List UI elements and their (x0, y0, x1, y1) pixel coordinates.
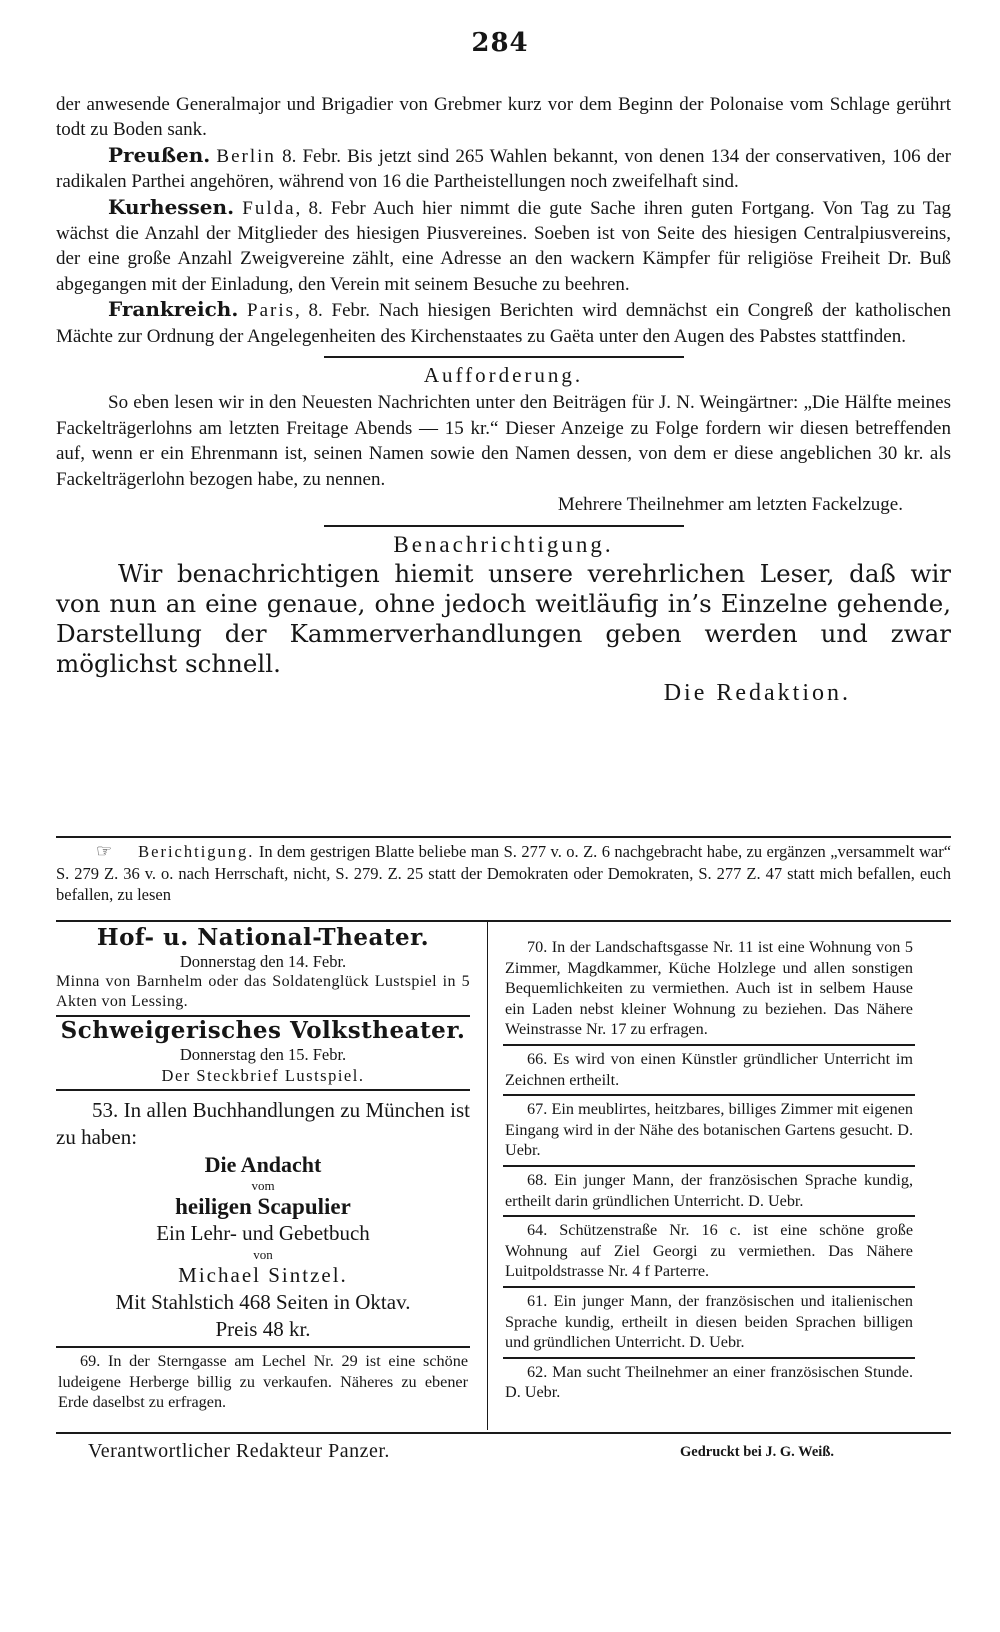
news-date: , 8. Febr. (295, 300, 371, 322)
ad-number: 67. (527, 1100, 548, 1119)
errata-block (56, 841, 951, 906)
book-intro-text: In allen Buchhandlungen zu München ist zu haben: (56, 1098, 470, 1149)
ad-number: 64. (527, 1221, 548, 1240)
ad-text: Es wird von einen Künstler gründlicher Unterricht im Zeichnen ertheilt. (505, 1049, 913, 1089)
news-item-prussia (56, 143, 951, 195)
call-title: Aufforderung. (423, 363, 584, 388)
ad-text: In der Landschaftsgasse Nr. 11 ist eine Wohnung von 5 Zimmer, Magdkammer, Küche Holzlege und allen sonstigen Bequemlichkeiten zu vermiethen. Auch ist in selbem Hause ein Laden nebst kleiner Wohnung zu beziehen. Das Nähere Weinstrasse Nr. 17 zu erfragen. (505, 938, 913, 1039)
notice-signature: Die Redaktion. (663, 679, 851, 706)
book-von: von (253, 1247, 273, 1262)
errata-top-rule (56, 836, 951, 838)
book-subtitle: Ein Lehr- und Gebetbuch (156, 1221, 370, 1245)
footer-printer: Gedruckt bei J. G. Weiß. (680, 1444, 835, 1460)
theater-title-hof: Hof- u. National-Theater. (96, 924, 430, 951)
notice-title: Benachrichtigung. (393, 531, 614, 557)
theater-title-volk: Schweigerisches Volkstheater. (60, 1017, 466, 1044)
news-item-kurhessen (56, 195, 951, 298)
section-divider (324, 525, 684, 527)
news-text: Bis jetzt sind 265 Wahlen bekannt, von denen 134 der conservativen, 106 der radikalen Parthei angehören, während von 16 die Partheistellungen noch zweifelhaft sind. (56, 145, 952, 193)
news-place: Paris (247, 300, 296, 322)
call-signature: Mehrere Theilnehmer am letzten Fackelzuge. (557, 494, 903, 516)
news-text: Nach hiesigen Berichten wird demnächst ein Congreß der katholischen Mächte zur Ordnung der Angelegenheiten des Kirchenstaates zu Gaëta unter den Augen des Pabstes stattfinden. (56, 300, 952, 347)
news-place: Fulda (242, 197, 296, 219)
errata-label: Berichtigung. (138, 842, 255, 861)
pointing-hand-icon: ☞ (96, 841, 113, 861)
ad-text: Man sucht Theilnehmer an einer französischen Stunde. D. Uebr. (505, 1362, 913, 1402)
notice-text: Wir benachrichtigen hiemit unsere verehrlichen Leser, daß wir von nun an eine genaue, ohne jedoch weitläufig in’s Einzelne gehende, Darstellung der Kammerverhandlungen geben werden und zwar möglichst schnell. (56, 558, 951, 678)
theater-date-volk: Donnerstag den 15. Febr. (179, 1045, 347, 1064)
intro-paragraph: der anwesende Generalmajor und Brigadier von Grebmer kurz vor dem Beginn der Polonaise vom Schlage gerührt todt zu Boden sank. (56, 94, 951, 141)
book-ad (56, 1097, 470, 1343)
ad-number: 70. (527, 938, 548, 956)
classified-ad (503, 1167, 915, 1215)
ad-text: In der Sterngasse am Lechel Nr. 29 ist eine schöne ludeigene Herberge billig zu verkaufen. Näheres zu ebener Erde daselbst zu erfragen. (58, 1352, 469, 1412)
news-place: Berlin (216, 145, 276, 167)
book-num: 53. (92, 1098, 119, 1122)
columns-top-rule (56, 920, 951, 922)
call-text: So eben lesen wir in den Neuesten Nachrichten unter den Beiträgen für J. N. Weingärtner: „Die Hälfte meines Fackelträgerlohns am letzten Freitage Abends — 15 kr.“ Dieser Anzeige zu Folge fordern wir diesen betreffenden auf, wenn er ein Ehrenmann ist, seinen Namen sowie den Namen dessen, von dem er diese angeblichen 30 kr. als Fackelträgerlohn bezogen habe, zu nennen. (56, 392, 951, 490)
left-column (56, 924, 470, 1417)
book-title-2: heiligen Scapulier (175, 1194, 351, 1219)
classified-ad (56, 1348, 470, 1417)
ad-number: 69. (80, 1352, 101, 1370)
news-date: , 8. Febr (295, 197, 366, 219)
ad-number: 62. (527, 1362, 548, 1381)
section-divider (324, 356, 684, 358)
book-author: Michael Sintzel. (178, 1263, 348, 1287)
news-head: Frankreich. (108, 297, 239, 322)
ad-number: 68. (527, 1170, 548, 1189)
classified-ad (503, 1288, 915, 1357)
classified-ad (503, 1096, 915, 1165)
ad-text: Ein junger Mann, der französischen und italienischen Sprache kundig, ertheilt in diesen beiden Sprachen billigen und gründlichen Unterricht. D. Uebr. (505, 1291, 913, 1352)
classified-ad (503, 1359, 915, 1407)
theater-play-volk: Der Steckbrief Lustspiel. (161, 1066, 365, 1085)
ad-number: 66. (527, 1049, 548, 1068)
book-intro (56, 1097, 470, 1151)
book-details: Mit Stahlstich 468 Seiten in Oktav. (115, 1290, 411, 1314)
footer-rule (56, 1432, 951, 1434)
book-vom: vom (251, 1178, 275, 1193)
news-head: Preußen. (108, 142, 211, 167)
column-divider (487, 922, 488, 1430)
news-text: Auch hier nimmt die gute Sache ihren guten Fortgang. Von Tag zu Tag wächst die Anzahl der Mitglieder des hiesigen Piusvereines. Soeben ist von Seite des hiesigen Centralpiusvereins, der eine große Anzahl Zweigvereine zählt, eine Adresse an den wackern Kämpfer für religiöse Freiheit Dr. Buß abgegangen mit der Einladung, den Verein mit seinem Besuche zu beehren. (56, 197, 952, 295)
book-price: Preis 48 kr. (215, 1317, 311, 1341)
classified-ad (503, 934, 915, 1044)
footer-editor: Verantwortlicher Redakteur Panzer. (88, 1440, 390, 1462)
main-column (56, 92, 951, 706)
news-date: 8. Febr. (282, 145, 342, 167)
errata-text: In dem gestrigen Blatte beliebe man S. 277 v. o. Z. 6 nachgebracht habe, zu ergänzen „versammelt war“ S. 279 Z. 36 v. o. nach Herrschaft, nicht, S. 279. Z. 25 statt der Demokraten oder Demokraten, S. 277 Z. 47 statt mich befallen, euch befallen, zu lesen (56, 842, 952, 904)
news-item-france (56, 297, 951, 349)
news-head: Kurhessen. (108, 194, 235, 219)
ad-text: Ein meublirtes, heitzbares, billiges Zimmer mit eigenen Eingang wird in der Nähe des botanischen Gartens gesucht. D. Uebr. (505, 1100, 913, 1160)
ad-number: 61. (527, 1291, 548, 1310)
book-title-1: Die Andacht (204, 1152, 322, 1177)
classified-ad (503, 1217, 915, 1286)
ad-text: Ein junger Mann, der französischen Sprache kundig, ertheilt darin gründlichen Unterricht. D. Uebr. (505, 1170, 913, 1210)
ad-text: Schützenstraße Nr. 16 c. ist eine schöne große Wohnung auf Ziel Georgi zu vermiethen. Das Nähere Luitpoldstrasse Nr. 4 f Parterre. (505, 1221, 914, 1281)
classified-ad (503, 1046, 915, 1094)
theater-date-hof: Donnerstag den 14. Febr. (179, 952, 347, 971)
page-number: 284 (471, 28, 529, 58)
divider (56, 1089, 470, 1091)
right-column (503, 934, 915, 1407)
theater-play-hof: Minna von Barnhelm oder das Soldatenglück Lustspiel in 5 Akten von Lessing. (56, 973, 470, 1010)
